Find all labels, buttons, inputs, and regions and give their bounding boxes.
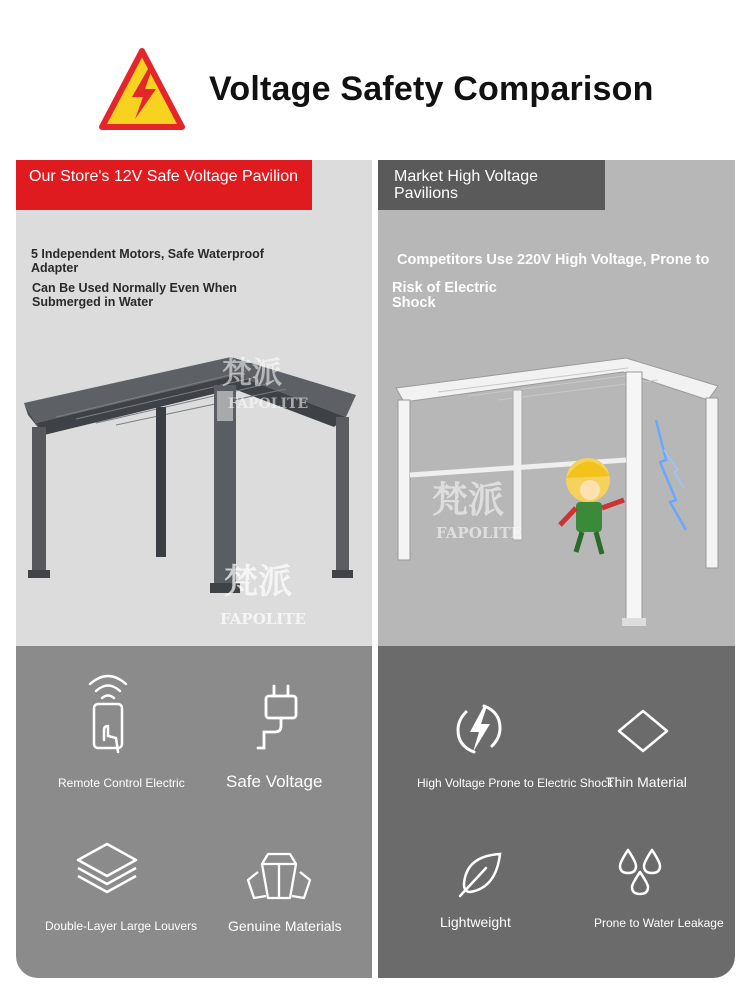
water-drops-icon: [616, 846, 664, 896]
feature-leakage-label: Prone to Water Leakage: [594, 916, 724, 930]
pavilion-12v-image: [16, 345, 372, 605]
feature-remote-label: Remote Control Electric: [58, 776, 185, 790]
lightning-icon: [454, 702, 504, 756]
plug-icon: [256, 682, 306, 752]
left-features-panel: [16, 646, 372, 978]
page-title: Voltage Safety Comparison: [209, 70, 654, 108]
feature-louvers-label: Double-Layer Large Louvers: [45, 919, 198, 933]
feature-thin-label: Thin Material: [606, 774, 687, 790]
right-feature-line-2: Risk of Electric Shock: [392, 280, 497, 311]
remote-control-icon: [82, 670, 134, 758]
right-features-panel: [378, 646, 735, 978]
feature-lightweight-label: Lightweight: [440, 914, 511, 930]
right-product-panel: [378, 160, 735, 646]
feature-shock-label: High Voltage Prone to Electric Shock: [417, 776, 614, 790]
leaf-icon: [456, 850, 504, 898]
watermark-cn: 梵派: [432, 479, 505, 521]
watermark-en: FAPOLITE: [436, 524, 522, 542]
watermark-cn: 梵派: [222, 356, 282, 391]
diamond-icon: [616, 708, 670, 754]
high-voltage-warning-icon: [98, 47, 186, 133]
right-feature-line-1: Competitors Use 220V High Voltage, Prone to: [397, 252, 710, 268]
watermark-cn-2: 梵派: [224, 562, 292, 602]
watermark-en: FAPOLITE: [228, 396, 309, 412]
layers-icon: [74, 840, 140, 896]
header: [0, 0, 750, 160]
watermark-en-2: FAPOLITE: [220, 610, 306, 628]
left-panel-tag: Our Store's 12V Safe Voltage Pavilion: [16, 160, 312, 210]
left-product-panel: [16, 160, 372, 646]
feature-safe-voltage-label: Safe Voltage: [226, 772, 323, 791]
left-feature-line-1: 5 Independent Motors, Safe Waterproof Adapter: [31, 247, 264, 275]
crystal-icon: [244, 850, 314, 902]
feature-genuine-label: Genuine Materials: [228, 918, 342, 934]
right-panel-tag: Market High Voltage Pavilions: [378, 160, 605, 210]
left-feature-line-2: Can Be Used Normally Even When Submerged in Water: [32, 281, 237, 309]
